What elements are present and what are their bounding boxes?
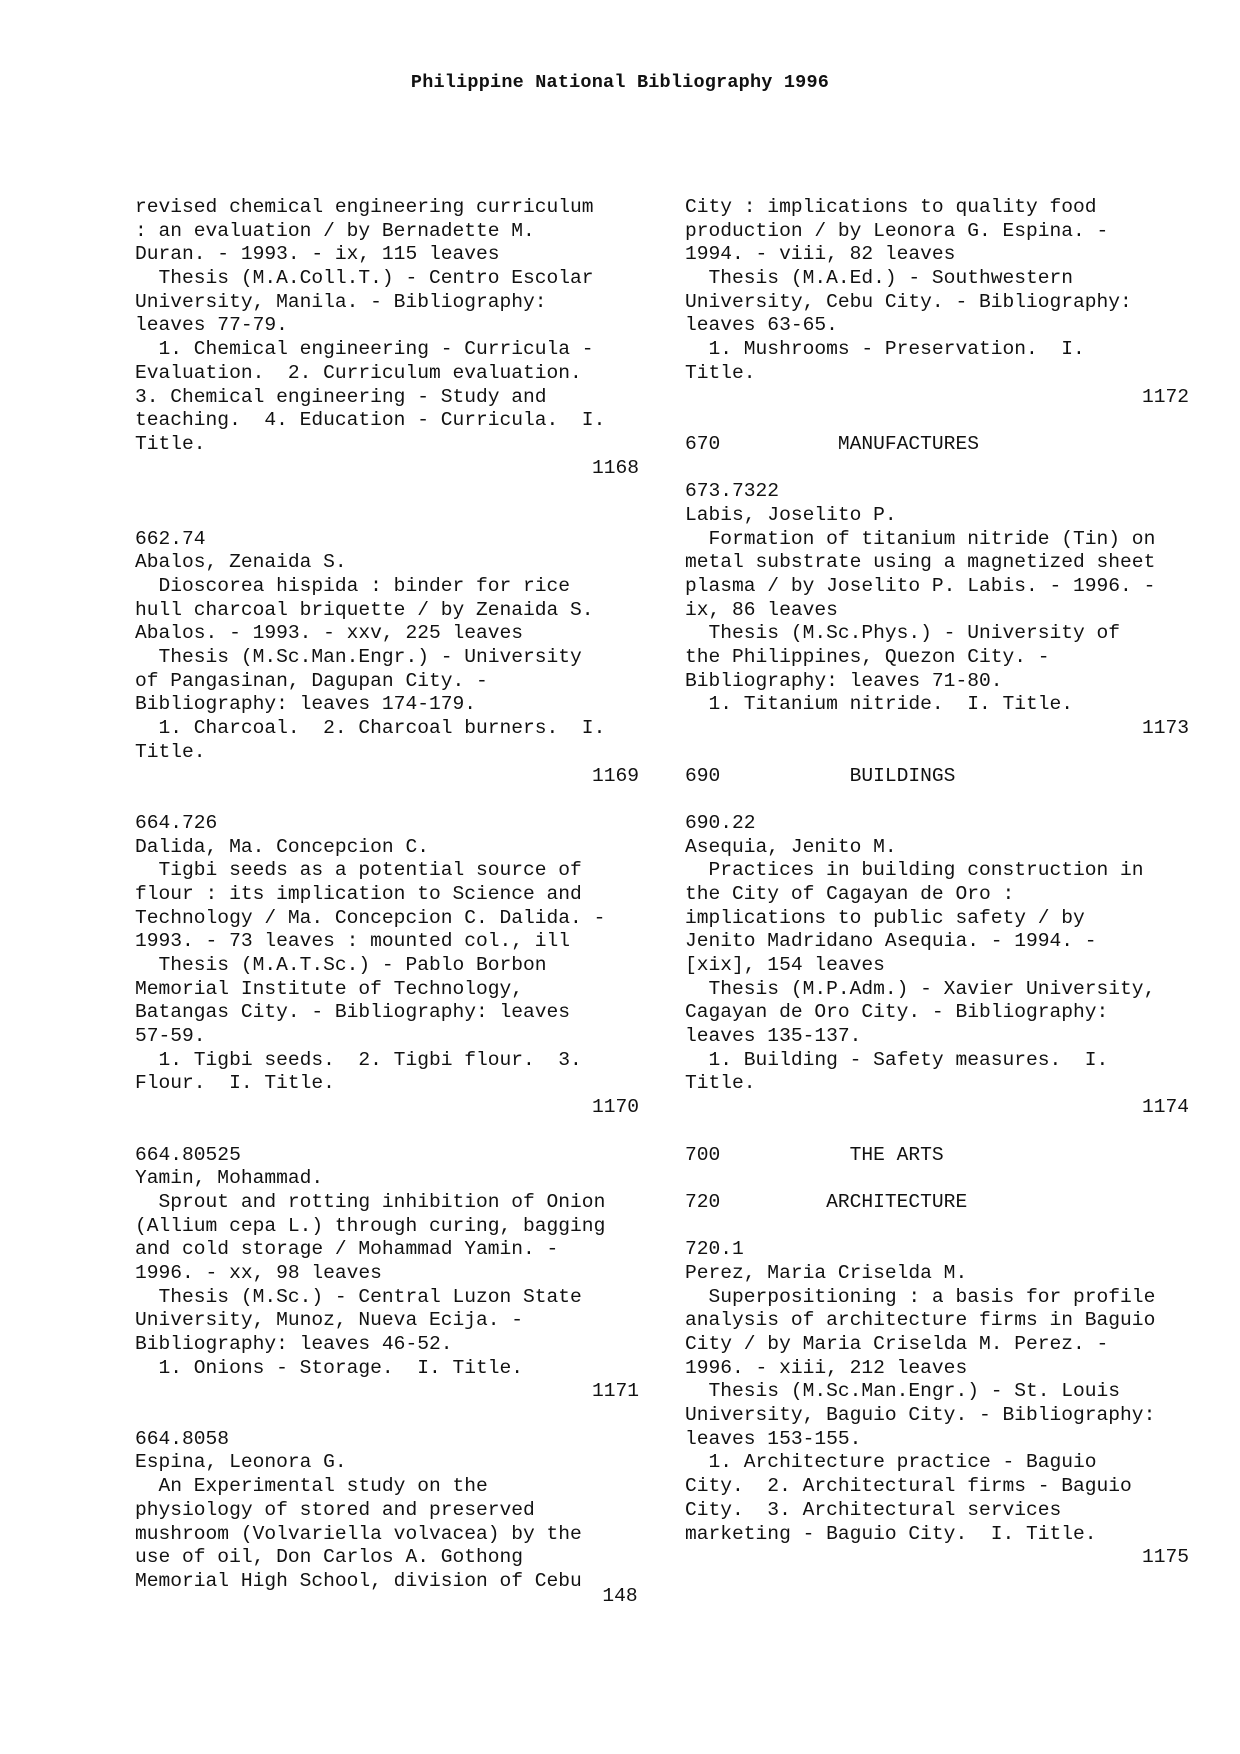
entry-text-line: leaves 77-79. — [135, 314, 288, 337]
entry-text-line: leaves 63-65. — [685, 314, 838, 337]
entry-text-line: 664.726 — [135, 811, 218, 834]
entry-text-line: Bibliography: leaves 71-80. — [685, 669, 1003, 692]
entry-text-line: 664.80525 — [135, 1143, 241, 1166]
entry-text-line: 1996. - xiii, 212 leaves — [685, 1356, 968, 1379]
entry-text-line: University, Manila. - Bibliography: — [135, 290, 547, 313]
blank-line — [135, 1404, 639, 1428]
entry-number: 1172 — [1141, 385, 1189, 408]
entry-text-line: implications to public safety / by — [685, 906, 1085, 929]
right-column — [685, 196, 1189, 1570]
entry-text-line: Bibliography: leaves 174-179. — [135, 693, 476, 716]
entry-text-line: 57-59. — [135, 1025, 206, 1048]
entry-text-line: Thesis (M.A.T.Sc.) - Pablo Borbon — [135, 954, 547, 976]
entry-text-line: 1994. - viii, 82 leaves — [685, 243, 956, 266]
entry-text-line: Jenito Madridano Asequia. - 1994. - — [685, 930, 1097, 953]
blank-line — [685, 1167, 1189, 1191]
entry-text-line: mushroom (Volvariella volvacea) by the — [135, 1522, 582, 1545]
entry-text-line: 1. Building - Safety measures. I. — [685, 1048, 1109, 1071]
entry-text-line: 1. Tigbi seeds. 2. Tigbi flour. 3. — [135, 1048, 582, 1071]
entry-text-line: Tigbi seeds as a potential source of — [135, 859, 582, 882]
entry-text-line: Abalos. - 1993. - xxv, 225 leaves — [135, 622, 524, 645]
entry-text-line: marketing - Baguio City. I. Title. — [685, 1522, 1097, 1545]
entry-number: 1168 — [591, 456, 639, 479]
entry-text-line: Duran. - 1993. - ix, 115 leaves — [135, 243, 500, 266]
entry-text-line: 1. Chemical engineering - Curricula - — [135, 338, 594, 361]
entry-text-line: Memorial High School, division of Cebu — [135, 1569, 582, 1592]
entry-text-line: 720.1 — [685, 1238, 744, 1261]
entry-text-line: Title. — [685, 361, 756, 384]
entry-text-line: 1. Architecture practice - Baguio — [685, 1451, 1097, 1474]
entry-text-line: 1. Titanium nitride. I. Title. — [685, 693, 1074, 716]
entry-text-line: Bibliography: leaves 46-52. — [135, 1333, 453, 1355]
entry-text-line: City. 2. Architectural firms - Baguio — [685, 1475, 1132, 1498]
entry-text-line: Perez, Maria Criselda M. — [685, 1261, 968, 1284]
entry-text-line: revised chemical engineering curriculum — [135, 196, 594, 218]
entry-text-line: An Experimental study on the — [135, 1475, 488, 1498]
entry-text-line: Dioscorea hispida : binder for rice — [135, 575, 571, 597]
entry-text-line: [xix], 154 leaves — [685, 954, 885, 976]
entry-text-line: Formation of titanium nitride (Tin) on — [685, 527, 1156, 550]
entry-text-line: City / by Maria Criselda M. Perez. - — [685, 1333, 1109, 1355]
entry-text-line: 1993. - 73 leaves : mounted col., ill — [135, 930, 571, 953]
entry-text-line: University, Cebu City. - Bibliography: — [685, 290, 1132, 313]
entry-text-line: City. 3. Architectural services — [685, 1498, 1062, 1521]
entry-text-line: Flour. I. Title. — [135, 1072, 335, 1095]
entry-number: 1174 — [1141, 1096, 1189, 1119]
entry-text-line: the Philippines, Quezon City. - — [685, 646, 1050, 669]
entry-text-line: flour : its implication to Science and — [135, 882, 582, 905]
entry-text-line: Thesis (M.Sc.Man.Engr.) - St. Louis — [685, 1380, 1121, 1403]
entry-text-line: teaching. 4. Education - Curricula. I. — [135, 409, 606, 432]
entry-text-line: Evaluation. 2. Curriculum evaluation. — [135, 361, 582, 384]
entry-text-line: metal substrate using a magnetized sheet — [685, 551, 1156, 574]
entry-text-line: Abalos, Zenaida S. — [135, 551, 347, 574]
entry-text-line: 1. Charcoal. 2. Charcoal burners. I. — [135, 717, 606, 740]
entry-text-line: Superpositioning : a basis for profile — [685, 1285, 1156, 1308]
entry-text-line: leaves 135-137. — [685, 1025, 862, 1048]
entry-text-line: plasma / by Joselito P. Labis. - 1996. - — [685, 575, 1156, 597]
blank-line — [685, 409, 1189, 433]
left-column — [135, 196, 639, 1594]
entry-text-line: Labis, Joselito P. — [685, 503, 897, 526]
entry-text-line: 690.22 — [685, 811, 756, 834]
entry-text-line: Thesis (M.A.Ed.) - Southwestern — [685, 267, 1074, 290]
entry-text-line: Dalida, Ma. Concepcion C. — [135, 835, 429, 858]
blank-line — [135, 504, 639, 528]
entry-text-line: 1. Onions - Storage. I. Title. — [135, 1356, 524, 1379]
entry-text-line: the City of Cagayan de Oro : — [685, 882, 1015, 905]
entry-text-line: : an evaluation / by Bernadette M. — [135, 219, 535, 242]
entry-text-line: Thesis (M.Sc.Man.Engr.) - University — [135, 646, 582, 669]
page-header-title: Philippine National Bibliography 1996 — [410, 72, 830, 93]
blank-line — [685, 788, 1189, 812]
entry-text-line: 720 ARCHITECTURE — [685, 1190, 968, 1213]
blank-line — [135, 788, 639, 812]
entry-text-line: Practices in building construction in — [685, 859, 1144, 882]
entry-text-line: leaves 153-155. — [685, 1427, 862, 1450]
entry-text-line: Asequia, Jenito M. — [685, 835, 897, 858]
entry-text-line: and cold storage / Mohammad Yamin. - — [135, 1238, 559, 1261]
entry-text-line: 3. Chemical engineering - Study and — [135, 385, 547, 408]
entry-text-line: University, Munoz, Nueva Ecija. - — [135, 1309, 524, 1332]
blank-line — [685, 741, 1189, 765]
entry-text-line: 690 BUILDINGS — [685, 764, 956, 787]
entry-number: 1175 — [1141, 1546, 1189, 1569]
blank-line — [685, 457, 1189, 481]
entry-text-line: use of oil, Don Carlos A. Gothong — [135, 1546, 524, 1569]
entry-text-line: Sprout and rotting inhibition of Onion — [135, 1190, 606, 1213]
entry-text-line: 673.7322 — [685, 480, 780, 503]
entry-text-line: hull charcoal briquette / by Zenaida S. — [135, 598, 594, 621]
entry-text-line: Thesis (M.Sc.Phys.) - University of — [685, 622, 1121, 645]
entry-text-line: Espina, Leonora G. — [135, 1451, 347, 1474]
entry-text-line: City : implications to quality food — [685, 196, 1097, 218]
blank-line — [135, 1120, 639, 1144]
entry-text-line: 662.74 — [135, 527, 206, 550]
entry-text-line: Thesis (M.Sc.) - Central Luzon State — [135, 1285, 582, 1308]
entry-text-line: Title. — [135, 432, 206, 455]
entry-text-line: Technology / Ma. Concepcion C. Dalida. - — [135, 906, 606, 929]
entry-text-line: 700 THE ARTS — [685, 1143, 944, 1166]
entry-text-line: Thesis (M.A.Coll.T.) - Centro Escolar — [135, 267, 594, 290]
entry-text-line: Title. — [685, 1072, 756, 1095]
entry-text-line: 1. Mushrooms - Preservation. I. — [685, 338, 1085, 361]
entry-text-line: (Allium cepa L.) through curing, bagging — [135, 1214, 606, 1237]
entry-number: 1173 — [1141, 717, 1189, 740]
entry-text-line: Thesis (M.P.Adm.) - Xavier University, — [685, 977, 1156, 1000]
entry-number: 1171 — [591, 1380, 639, 1403]
entry-text-line: 664.8058 — [135, 1427, 230, 1450]
entry-text-line: production / by Leonora G. Espina. - — [685, 219, 1109, 242]
entry-text-line: Memorial Institute of Technology, — [135, 977, 524, 1000]
entry-text-line: of Pangasinan, Dagupan City. - — [135, 669, 488, 692]
entry-text-line: Yamin, Mohammad. — [135, 1167, 324, 1190]
entry-text-line: 1996. - xx, 98 leaves — [135, 1261, 382, 1284]
entry-number: 1170 — [591, 1096, 639, 1119]
entry-number: 1169 — [591, 764, 639, 787]
blank-line — [135, 480, 639, 504]
entry-text-line: analysis of architecture firms in Baguio — [685, 1309, 1156, 1332]
entry-text-line: Batangas City. - Bibliography: leaves — [135, 1001, 571, 1024]
entry-text-line: physiology of stored and preserved — [135, 1498, 535, 1521]
entry-text-line: University, Baguio City. - Bibliography: — [685, 1404, 1156, 1427]
page-number: 148 — [602, 1585, 638, 1607]
blank-line — [685, 1215, 1189, 1239]
entry-text-line: Title. — [135, 740, 206, 763]
entry-text-line: ix, 86 leaves — [685, 598, 838, 621]
entry-text-line: Cagayan de Oro City. - Bibliography: — [685, 1001, 1109, 1024]
entry-text-line: 670 MANUFACTURES — [685, 432, 979, 455]
blank-line — [685, 1120, 1189, 1144]
